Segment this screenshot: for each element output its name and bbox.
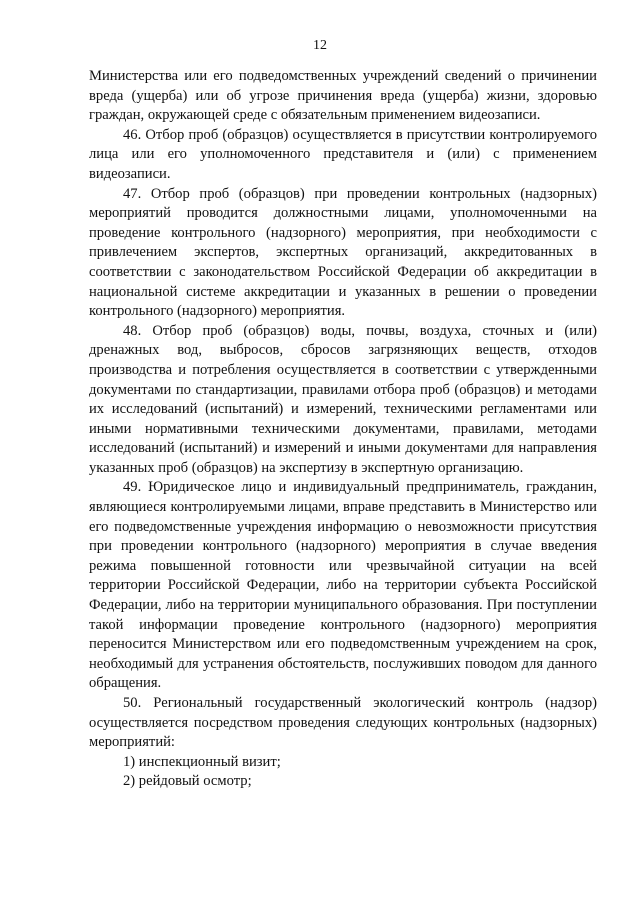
paragraph-50: 50. Региональный государственный экологический контроль (надзор) осуществляется посредством проведения следующих контрольных (надзорных) мероприятий: — [89, 695, 597, 751]
list-item-1: 1) инспекционный визит; — [123, 753, 281, 770]
paragraph-46: 46. Отбор проб (образцов) осуществляется в присутствии контролируемого лица или его уполномоченного представителя и (или) с применением видеозаписи. — [89, 126, 597, 182]
paragraph-48: 48. Отбор проб (образцов) воды, почвы, воздуха, сточных и (или) дренажных вод, выбросов, сбросов загрязняющих веществ, отходов производства и потребления осуществляется в соответствии с утвержденными документами по стандартизации, правилами отбора проб (образцов) и методами их исследований (испытаний) и измерений, техническими регламентами или иными нормативными техническими документами, правилами, методами исследований (испытаний) и измерений и иными документами для направления указанных проб (образцов) на экспертизу в экспертную организацию. — [89, 322, 597, 476]
page-number: 12 — [313, 38, 327, 53]
paragraph-47: 47. Отбор проб (образцов) при проведении контрольных (надзорных) мероприятий проводится должностными лицами, уполномоченными на проведение контрольного (надзорного) мероприятия, при необходимости с привлечением экспертов, экспертных организаций, аккредитованных в соответствии с законодательством Российской Федерации об аккредитации в национальной системе аккредитации и указанных в решении о проведении контрольного (надзорного) мероприятия. — [89, 185, 597, 320]
paragraph-continuation: Министерства или его подведомственных учреждений сведений о причинении вреда (ущерба) или об угрозе причинения вреда (ущерба) жизни, здоровью граждан, окружающей среде с обязательным применением видеозаписи. — [89, 68, 597, 124]
document-body — [89, 67, 597, 792]
paragraph-49: 49. Юридическое лицо и индивидуальный предприниматель, гражданин, являющиеся контролируемыми лицами, вправе представить в Министерство или его подведомственные учреждения информацию о невозможности присутствия при проведении контрольного (надзорного) мероприятия в случае введения режима повышенной готовности или чрезвычайной ситуации на всей территории Российской Федерации, либо на территории субъекта Российской Федерации, либо на территории муниципального образования. При поступлении такой информации проведение контрольного (надзорного) мероприятия переносится Министерством или его подведомственным учреждением на срок, необходимый для устранения обстоятельств, послуживших поводом для данного обращения. — [89, 479, 597, 692]
list-item-2: 2) рейдовый осмотр; — [123, 773, 252, 790]
